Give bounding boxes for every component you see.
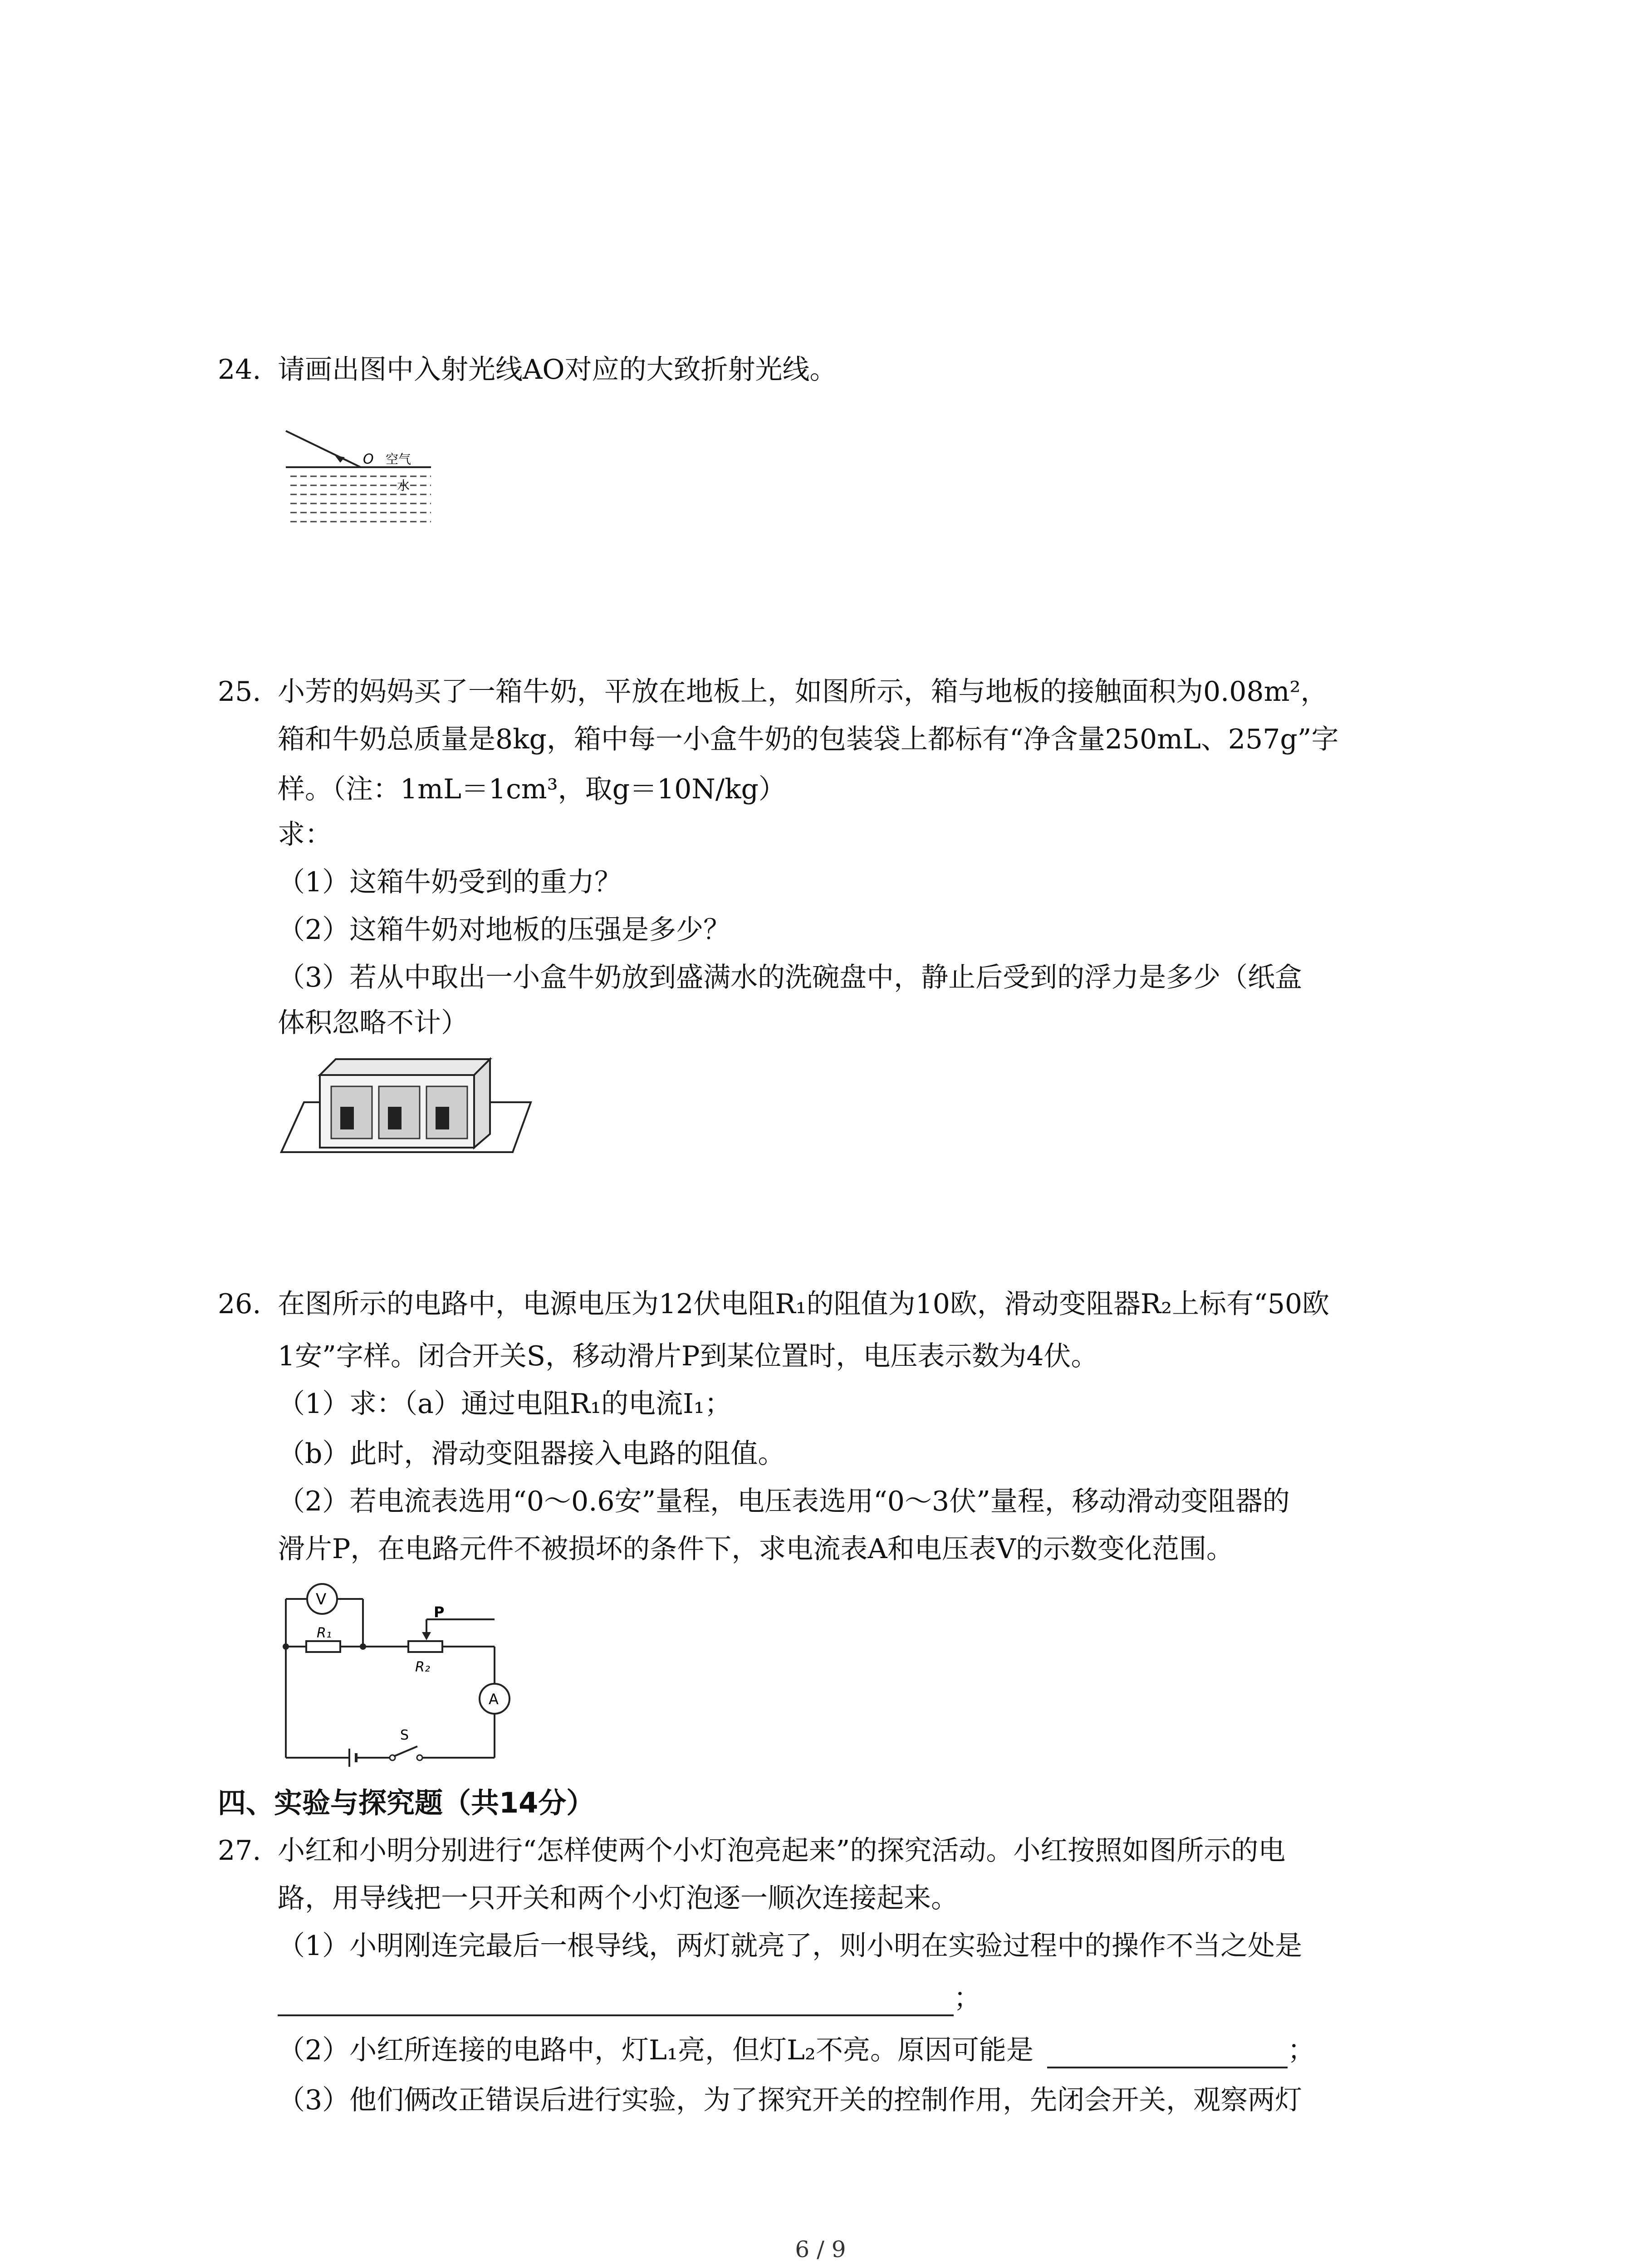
r2-label: R₂ — [415, 1659, 430, 1675]
air-label: 空气 — [386, 452, 411, 467]
question-text-line: 样。（注：1mL＝1cm³，取g＝10N/kg） — [278, 773, 786, 805]
ask-label: 求： — [278, 819, 332, 850]
sub-question: （3）他们俩改正错误后进行实验，为了探究开关的控制作用，先闭会开关，观察两灯 — [278, 2084, 1303, 2116]
question-text-line: 路，用导线把一只开关和两个小灯泡逐一顺次连接起来。 — [278, 1882, 958, 1914]
sub-question: （1）小明刚连完最后一根导线，两灯就亮了，则小明在实验过程中的操作不当之处是 — [278, 1930, 1303, 1962]
answer-blank[interactable] — [278, 1987, 954, 2016]
page-number: 6 / 9 — [795, 2236, 846, 2263]
section-heading: 四、实验与探究题（共14分） — [218, 1786, 595, 1819]
question-text-line: 小红和小明分别进行“怎样使两个小灯泡亮起来”的探究活动。小红按照如图所示的电 — [278, 1835, 1286, 1867]
point-o-label: O — [363, 451, 374, 467]
sub-question: （1）求：（a）通过电阻R₁的电流I₁； — [278, 1388, 732, 1420]
question-text-line: 在图所示的电路中，电源电压为12伏电阻R₁的阻值为10欧，滑动变阻器R₂上标有“50欧 — [278, 1288, 1330, 1320]
sub-question: 体积忽略不计） — [278, 1007, 468, 1039]
question-text-line: 1安”字样。闭合开关S，移动滑片P到某位置时，电压表示数为4伏。 — [278, 1340, 1098, 1372]
slider-p-label: P — [434, 1603, 445, 1621]
sub-question: （3）若从中取出一小盒牛奶放到盛满水的洗碗盘中，静止后受到的浮力是多少（纸盒 — [278, 962, 1303, 993]
question-text-line: 箱和牛奶总质量是8kg，箱中每一小盒牛奶的包装袋上都标有“净含量250mL、257g”字 — [278, 723, 1339, 755]
question-number: 25. — [218, 676, 261, 708]
question-number: 26. — [218, 1288, 261, 1320]
sub-question: 滑片P，在电路元件不被损坏的条件下，求电流表A和电压表V的示数变化范围。 — [278, 1533, 1234, 1565]
voltmeter-label: V — [316, 1590, 327, 1608]
sub-question: （1）这箱牛奶受到的重力？ — [278, 866, 622, 898]
ammeter-label: A — [489, 1691, 499, 1708]
question-text: 请画出图中入射光线AO对应的大致折射光线。 — [278, 354, 837, 386]
milk-box-figure — [277, 1043, 535, 1157]
water-label: 水 — [397, 478, 410, 493]
sub-question: （b）此时，滑动变阻器接入电路的阻值。 — [278, 1438, 785, 1470]
switch-s-label: S — [400, 1727, 409, 1743]
sub-question: （2）这箱牛奶对地板的压强是多少？ — [278, 914, 731, 946]
sub-question: （2）小红所连接的电路中，灯L₁亮，但灯L₂不亮。原因可能是 ； — [278, 2032, 1315, 2068]
r1-label: R₁ — [317, 1625, 332, 1641]
question-number: 24. — [218, 354, 261, 386]
circuit-figure — [272, 1579, 526, 1769]
answer-line: ； — [278, 1980, 981, 2016]
question-number: 27. — [218, 1835, 261, 1867]
question-text-line: 小芳的妈妈买了一箱牛奶，平放在地板上，如图所示，箱与地板的接触面积为0.08m²， — [278, 676, 1328, 708]
answer-blank[interactable] — [1047, 2039, 1288, 2068]
sub-question: （2）若电流表选用“0～0.6安”量程，电压表选用“0～3伏”量程，移动滑动变阻器的 — [278, 1486, 1290, 1517]
refraction-figure — [281, 422, 445, 531]
